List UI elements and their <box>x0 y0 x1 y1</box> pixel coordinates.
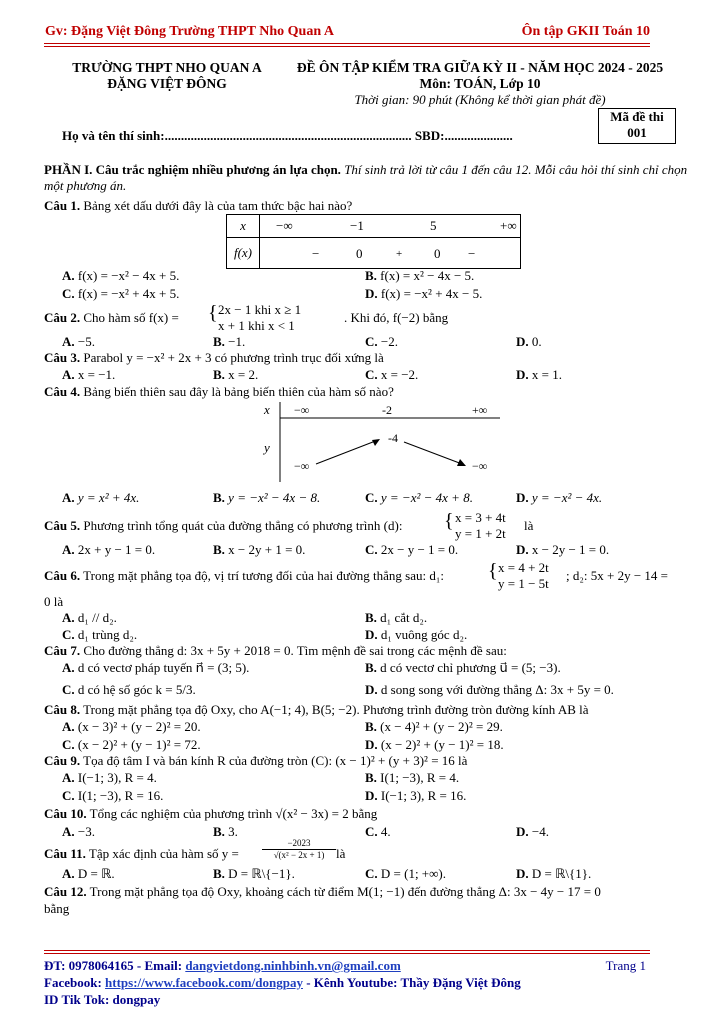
footer-facebook-label: Facebook: <box>44 975 106 990</box>
q4-option-a: A. y = x² + 4x. <box>62 490 140 505</box>
question-6: Câu 6. Trong mặt phẳng tọa độ, vị trí tương đối của hai đường thẳng sau: d₁: <box>44 568 444 583</box>
vt-x0: −∞ <box>294 403 310 417</box>
question-2: Câu 2. Cho hàm số f(x) = <box>44 310 179 325</box>
question-4: Câu 4. Bảng biến thiên sau đây là bảng biến thiên của hàm số nào? <box>44 384 394 399</box>
q2-tail: . Khi đó, f(−2) bằng <box>344 310 449 325</box>
variation-table <box>250 400 510 484</box>
q10-option-b: B. 3. <box>213 824 238 839</box>
footer-contact <box>44 958 401 974</box>
vt-x1: -2 <box>382 403 392 417</box>
q5-option-d: D. x − 2y − 1 = 0. <box>516 542 610 557</box>
q7-option-a: A. d có vectơ pháp tuyến n⃗ = (3; 5). <box>62 660 250 675</box>
vt-x2: +∞ <box>472 403 488 417</box>
part1-title: PHẦN I. Câu trắc nghiệm nhiều phương án lựa chọn. <box>44 162 341 177</box>
q6-case-2: y = 1 − 5t <box>498 576 549 591</box>
footer-phone: ĐT: 0978064165 - Email: <box>44 958 186 973</box>
sign-x2: 5 <box>430 218 437 233</box>
vt-top: -4 <box>388 431 398 445</box>
q6-brace: { <box>488 560 498 582</box>
footer-social <box>44 975 521 991</box>
q5-option-b: B. x − 2y + 1 = 0. <box>213 542 306 557</box>
vt-arrow-up-head <box>372 439 380 446</box>
vt-bl: −∞ <box>294 459 310 473</box>
vt-y-label: y <box>264 440 270 455</box>
sign-table-x: x <box>227 215 260 238</box>
q4-option-c: C. y = −x² − 4x + 8. <box>365 490 473 505</box>
sign-s4: − <box>468 246 476 261</box>
vt-arrow-down <box>404 442 462 464</box>
sign-s1: 0 <box>356 246 363 261</box>
q3-option-b: B. x = 2. <box>213 367 259 382</box>
q4-option-d: D. y = −x² − 4x. <box>516 490 603 505</box>
q5-brace: { <box>444 510 454 532</box>
q3-option-c: C. x = −2. <box>365 367 419 382</box>
q4-option-b: B. y = −x² − 4x − 8. <box>213 490 321 505</box>
q5-tail: là <box>524 518 534 533</box>
q9-option-c: C. I(1; −3), R = 16. <box>62 788 164 803</box>
q5-case-2: y = 1 + 2t <box>455 526 506 541</box>
school-name: TRƯỜNG THPT NHO QUAN A <box>72 60 262 75</box>
q1-option-a: A. f(x) = −x² − 4x + 5. <box>62 268 180 283</box>
q2-case-2: x + 1 khi x < 1 <box>218 318 295 333</box>
sign-x1: −1 <box>350 218 364 233</box>
sign-table <box>226 214 521 269</box>
page-number: Trang 1 <box>605 958 646 973</box>
exam-time: Thời gian: 90 phút (Không kể thời gian phát đề) <box>354 92 606 107</box>
q1-option-b: B. f(x) = x² − 4x − 5. <box>365 268 475 283</box>
sign-s0: − <box>312 246 320 261</box>
q3-option-d: D. x = 1. <box>516 367 562 382</box>
question-8: Câu 8. Trong mặt phẳng tọa độ Oxy, cho A(−1; 4), B(5; −2). Phương trình đường tròn đường kính AB là <box>44 702 589 717</box>
q7-option-c: C. d có hệ số góc k = 5/3. <box>62 682 196 697</box>
exam-title: ĐỀ ÔN TẬP KIỂM TRA GIỮA KỲ II - NĂM HỌC 2024 - 2025 <box>296 60 664 75</box>
q6-tail: ; d₂: 5x + 2y − 14 = <box>566 568 669 583</box>
footer-divider-2 <box>44 953 650 954</box>
q5-case-1: x = 3 + 4t <box>455 510 506 525</box>
sign-s3: 0 <box>434 246 441 261</box>
q5-option-c: C. 2x − y − 1 = 0. <box>365 542 459 557</box>
question-5: Câu 5. Phương trình tổng quát của đường thẳng có phương trình (d): <box>44 518 403 533</box>
exam-code-box <box>598 108 676 144</box>
q2-brace: { <box>208 302 218 324</box>
question-1 <box>44 198 352 214</box>
q7-option-d: D. d song song với đường thẳng Δ: 3x + 5y = 0. <box>365 682 614 697</box>
q6-option-d: D. d₁ vuông góc d₂. <box>365 627 468 642</box>
q11-numerator: −2023 <box>262 838 336 850</box>
question-10: Câu 10. Tổng các nghiệm của phương trình √(x² − 3x) = 2 bằng <box>44 806 378 821</box>
q12-continuation: bằng <box>44 901 70 916</box>
question-3: Câu 3. Parabol y = −x² + 2x + 3 có phương trình trục đối xứng là <box>44 350 384 365</box>
q1-option-c: C. f(x) = −x² + 4x + 5. <box>62 286 180 301</box>
q11-fraction <box>262 838 336 861</box>
header-divider <box>44 43 650 44</box>
exam-code-label: Mã đề thi <box>610 109 664 124</box>
q11-option-d: D. D = ℝ\{1}. <box>516 866 592 881</box>
question-11: Câu 11. Tập xác định của hàm số y = <box>44 846 239 861</box>
q5-option-a: A. 2x + y − 1 = 0. <box>62 542 156 557</box>
q2-option-b: B. −1. <box>213 334 246 349</box>
q3-option-a: A. x = −1. <box>62 367 116 382</box>
q8-option-c: C. (x − 2)² + (y − 1)² = 72. <box>62 737 201 752</box>
header-teacher: Gv: Đặng Việt Đông Trường THPT Nho Quan A <box>45 24 334 39</box>
part1-heading <box>44 162 694 194</box>
q6-continuation: 0 là <box>44 594 64 609</box>
q9-option-b: B. I(1; −3), R = 4. <box>365 770 460 785</box>
footer-divider <box>44 950 650 951</box>
footer-youtube: - Kênh Youtube: Thầy Đặng Việt Đông <box>302 975 521 990</box>
header-topic: Ôn tập GKII Toán 10 <box>521 24 650 39</box>
question-7: Câu 7. Cho đường thẳng d: 3x + 5y + 2018 = 0. Tìm mệnh đề sai trong các mệnh đề sau: <box>44 643 507 658</box>
q6-option-b: B. d₁ cắt d₂. <box>365 610 428 625</box>
exam-block <box>280 60 680 92</box>
sign-x0: −∞ <box>276 218 293 233</box>
part1-instruction: Thí sinh trả lời từ câu 1 đến câu 12. Mỗi câu hỏi thí sinh chỉ chọn một phương án. <box>44 162 688 193</box>
q1-option-d: D. f(x) = −x² + 4x − 5. <box>365 286 483 301</box>
vt-br: −∞ <box>472 459 488 473</box>
q9-option-d: D. I(−1; 3), R = 16. <box>365 788 467 803</box>
exam-code: 001 <box>627 125 647 140</box>
sign-s2: + <box>396 248 403 260</box>
q2-option-d: D. 0. <box>516 334 542 349</box>
vt-x-label: x <box>264 402 270 417</box>
vt-arrow-up <box>316 440 378 464</box>
q2-option-c: C. −2. <box>365 334 398 349</box>
q8-option-b: B. (x − 4)² + (y − 2)² = 29. <box>365 719 503 734</box>
q11-tail: là <box>336 846 346 861</box>
q6-option-c: C. d₁ trùng d₂. <box>62 627 138 642</box>
q8-option-d: D. (x − 2)² + (y − 1)² = 18. <box>365 737 504 752</box>
exam-subject: Môn: TOÁN, Lớp 10 <box>419 76 541 91</box>
q9-option-a: A. I(−1; 3), R = 4. <box>62 770 157 785</box>
q6-case-1: x = 4 + 2t <box>498 560 549 575</box>
q2-case-1: 2x − 1 khi x ≥ 1 <box>218 302 302 317</box>
q2-option-a: A. −5. <box>62 334 95 349</box>
q11-option-c: C. D = (1; +∞). <box>365 866 446 881</box>
question-1-text: Bảng xét dấu dưới đây là của tam thức bậc hai nào? <box>80 198 353 213</box>
q7-option-b: B. d có vectơ chỉ phương u⃗ = (5; −3). <box>365 660 561 675</box>
q6-option-a: A. d₁ // d₂. <box>62 610 117 625</box>
teacher-name: ĐẶNG VIỆT ĐÔNG <box>107 76 227 91</box>
q10-option-a: A. −3. <box>62 824 95 839</box>
question-1-label: Câu 1. <box>44 198 81 213</box>
footer-facebook-link[interactable]: https://www.facebook.com/dongpay <box>105 975 303 990</box>
q10-option-c: C. 4. <box>365 824 391 839</box>
footer-email-link[interactable]: dangvietdong.ninhbinh.vn@gmail.com <box>185 958 401 973</box>
header-divider-2 <box>44 46 650 47</box>
q11-option-b: B. D = ℝ\{−1}. <box>213 866 295 881</box>
q10-option-d: D. −4. <box>516 824 549 839</box>
sign-x3: +∞ <box>500 218 517 233</box>
candidate-name-line: Họ và tên thí sinh:............................................................................ SBD:..................... <box>62 128 513 143</box>
question-9: Câu 9. Tọa độ tâm I và bán kính R của đường tròn (C): (x − 1)² + (y + 3)² = 16 là <box>44 753 468 768</box>
sign-table-fx: f(x) <box>227 238 260 269</box>
q8-option-a: A. (x − 3)² + (y − 2)² = 20. <box>62 719 201 734</box>
question-12: Câu 12. Trong mặt phẳng tọa độ Oxy, khoảng cách từ điểm M(1; −1) đến đường thẳng Δ: 3x − 4y − 17 = 0 <box>44 884 601 899</box>
q11-denominator: √(x² − 2x + 1) <box>273 850 325 860</box>
q11-option-a: A. D = ℝ. <box>62 866 115 881</box>
footer-tiktok: ID Tik Tok: dongpay <box>44 992 161 1007</box>
school-block <box>52 60 282 92</box>
